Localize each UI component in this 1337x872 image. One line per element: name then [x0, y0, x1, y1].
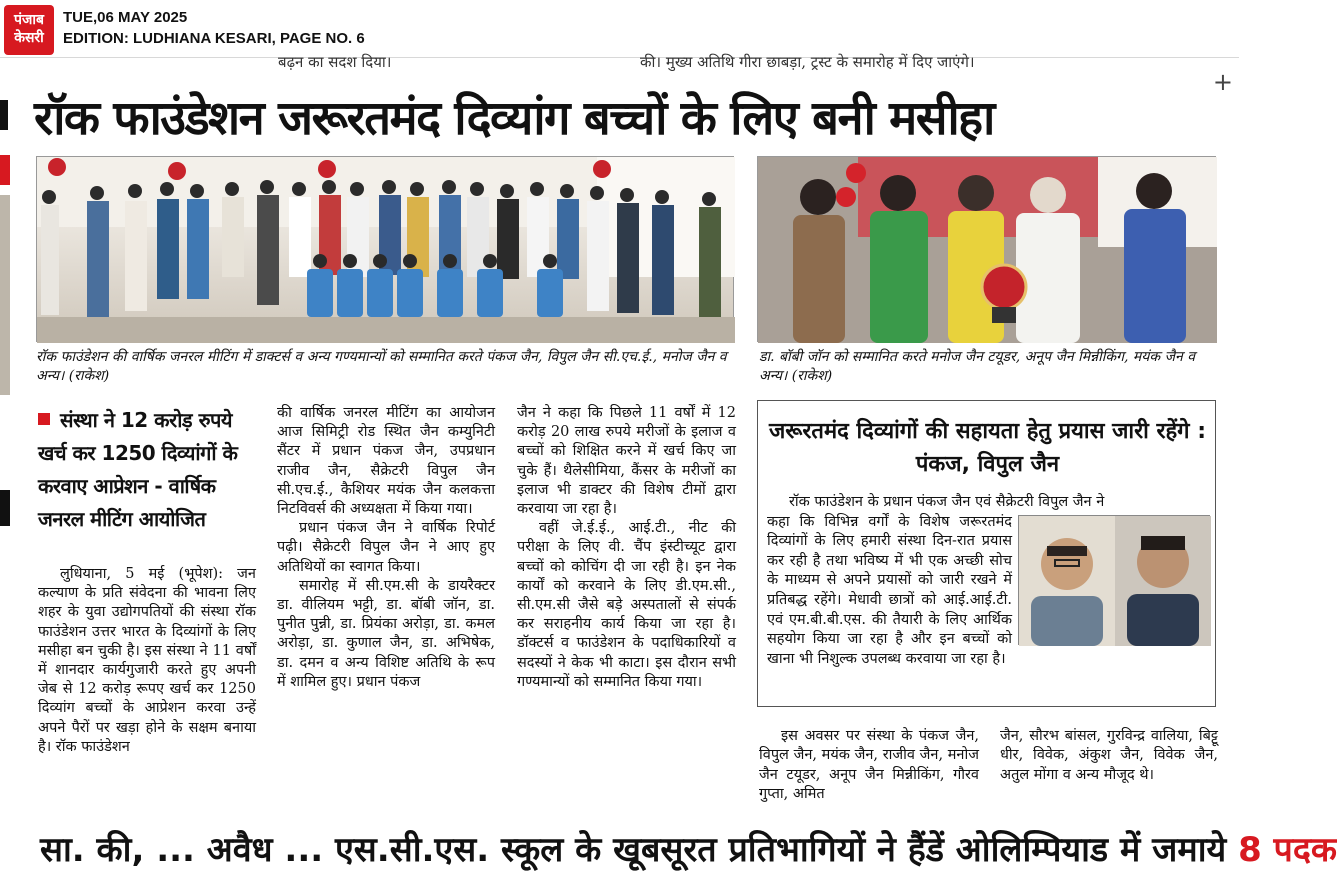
sidebar-box-body — [767, 493, 1210, 669]
article-paragraph: लुधियाना, 5 मई (भूपेश): जन कल्याण के प्रति संवेदना की भावना लिए शहर के युवा उद्योगपतियों की संस्था रॉक फाउंडेशन उत्तर भारत के दिव्यांगों के लिए मसीहा बन चुकी है। इस संस्था ने 11 वर्षों में शानदार कार्यगुजारी करते हुए अपनी जेब से 12 करोड़ रूपए खर्च कर 1250 दिव्यांग बच्चों के आप्रेशन करवा उन्हें अपने पैरों पर खड़ा होने के सक्षम बनाया है। रॉक फाउंडेशन — [38, 566, 256, 755]
leaders-portrait-photo — [1018, 515, 1210, 645]
zoom-plus-icon[interactable]: + — [1212, 68, 1233, 96]
article-column-1 — [38, 565, 256, 757]
article-paragraph: इस अवसर पर संस्था के पंकज जैन, विपुल जैन, मयंक जैन, राजीव जैन, मनोज जैन टयूडर, अनूप जैन मिन्नीकिंग, गौरव गुप्ता, अमित — [759, 728, 979, 802]
article-column-3 — [517, 404, 736, 692]
logo-text-top: पंजाब — [14, 12, 44, 28]
edition-date: TUE,06 MAY 2025 — [63, 9, 188, 26]
article-paragraph: की वार्षिक जनरल मीटिंग का आयोजन आज सिमिट्री रोड स्थित जैन कम्युनिटी सैंटर में प्रधान पंकज जैन, उपप्रधान राजीव जैन, सैक्रेटरी विपुल जैन सी.एच.ई., कैशियर मयंक जैन कलकत्ता निटविवर्स की अध्यक्षता में किया गया। — [277, 405, 495, 518]
leaders-portrait-illustration — [1019, 516, 1211, 646]
main-headline: रॉक फाउंडेशन जरूरतमंद दिव्यांग बच्चों के लिए बनी मसीहा — [34, 91, 994, 146]
sidebar-box — [757, 400, 1216, 707]
cut-off-headline-red: 8 पदक — [1238, 830, 1337, 870]
group-photo-illustration — [37, 157, 735, 343]
article-paragraph: जैन, सौरभ बांसल, गुरविन्द्र वालिया, बिट्टू धीर, विवेक, अंकुश जैन, विवेक जैन, अतुल मोंगा व अन्य मौजूद थे। — [1000, 728, 1218, 783]
left-margin-cut-column — [0, 60, 16, 850]
sub-headline — [38, 404, 258, 536]
article-paragraph: वहीं जे.ई.ई., आई.टी., नीट की परीक्षा के लिए वी. चैंप इंस्टीच्यूट द्वारा बच्चों को कोचिंग दी जा रही है। इन नेक कार्यों को करवाने के लिए डी.एम.सी., सी.एम.सी जैसे बड़े अस्पतालों से संपर्क कर सराहनीय कार्य किया जा रहा है। डॉक्टर्स व फाउंडेशन के पदाधिकारियों व सदस्यों ने केक भी काटा। इस दौरान सभी गण्यमान्यों को सम्मानित किया गया। — [517, 520, 736, 690]
clip-header — [0, 0, 1239, 58]
punjab-kesari-logo — [4, 5, 54, 55]
honouring-photo — [757, 156, 1216, 342]
sub-headline-text: संस्था ने 12 करोड़ रुपये खर्च कर 1250 दिव्यांगों के करवाए आप्रेशन - वार्षिक जनरल मीटिंग आयोजित — [38, 408, 238, 531]
article-paragraph: जैन ने कहा कि पिछले 11 वर्षों में 12 करोड़ 20 लाख रुपये मरीजों के इलाज व बच्चों को शिक्षित करने में खर्च किए जा चुके हैं। थैलेसीमिया, कैंसर के मरीजों का इलाज भी डाक्टर की विशेष टीमों द्वारा करवाया जा रहा है। — [517, 405, 736, 518]
cut-off-next-headline — [0, 828, 1337, 870]
article-paragraph: समारोह में सी.एम.सी के डायरैक्टर डा. वीलियम भट्टी, डा. बॉबी जॉन, डा. पुनीत पुन्नी, डा. प्रियंका अरोड़ा, डा. कमल अरोड़ा, डा. कुणाल जैन, डा. अभिषेक, डा. दमन व अन्य विशिष्ट अतिथि के रूप में शामिल हुए। प्रधान पंकज — [277, 577, 495, 690]
logo-text-bottom: केसरी — [14, 30, 44, 46]
cut-off-headline-text: सा. की, ... अवैध ... एस.सी.एस. स्कूल के खूबसूरत प्रतिभागियों ने हैंडें ओलिम्पियाड में जमाये — [40, 830, 1227, 870]
article-column-4 — [759, 727, 979, 804]
honouring-photo-illustration — [758, 157, 1217, 343]
article-paragraph: प्रधान पंकज जैन ने वार्षिक रिपोर्ट पढ़ी। सैक्रेटरी विपुल जैन ने आए हुए अतिथियों का स्वागत किया। — [277, 520, 495, 575]
cut-off-text-top-right: की। मुख्य अतिथि गीरा छाबड़ा, ट्रस्ट के समारोह में दिए जाएंगे। — [640, 53, 975, 71]
sidebar-box-lead: रॉक फाउंडेशन के प्रधान पंकज जैन एवं सैक्रेटरी विपुल जैन ने — [789, 494, 1105, 510]
sidebar-box-heading: जरूरतमंद दिव्यांगों की सहायता हेतु प्रयास जारी रहेंगे : पंकज, विपुल जैन — [768, 419, 1206, 477]
sidebar-box-paragraph: कहा कि विभिन्न वर्गों के विशेष जरूरतमंद दिव्यांगों के लिए हमारी संस्था दिन-रात प्रयास कर रही है तथा भविष्य में भी एक अच्छी सोच के माध्यम से अपने प्रयासों को जारी रखने में प्रतिबद्ध रहेंगे। मेधावी छात्रों को आई.आई.टी. एवं एम.बी.बी.एस. की तैयारी के लिए आर्थिक सहयोग किया जा रहा है और इन बच्चों को खाना भी निशुल्क उपलब्ध करवाया जा रहा है। — [767, 513, 1012, 667]
honouring-photo-caption: डा. बॉबी जॉन को सम्मानित करते मनोज जैन टयूडर, अनूप जैन मिन्नीकिंग, मयंक जैन व अन्य। (राकेश) — [759, 349, 1195, 384]
red-square-bullet-icon — [38, 413, 50, 425]
group-photo — [36, 156, 734, 342]
article-column-2 — [277, 404, 495, 692]
edition-info: EDITION: LUDHIANA KESARI, PAGE NO. 6 — [63, 30, 365, 47]
group-photo-caption: रॉक फाउंडेशन की वार्षिक जनरल मीटिंग में डाक्टर्स व अन्य गण्यमान्यों को सम्मानित करते पंकज जैन, विपुल जैन सी.एच.ई., मनोज जैन व अन्य। (राकेश) — [36, 349, 727, 384]
cut-off-text-top-left: बढ़न का सदश दिया। — [278, 53, 392, 71]
article-column-5 — [1000, 727, 1218, 785]
